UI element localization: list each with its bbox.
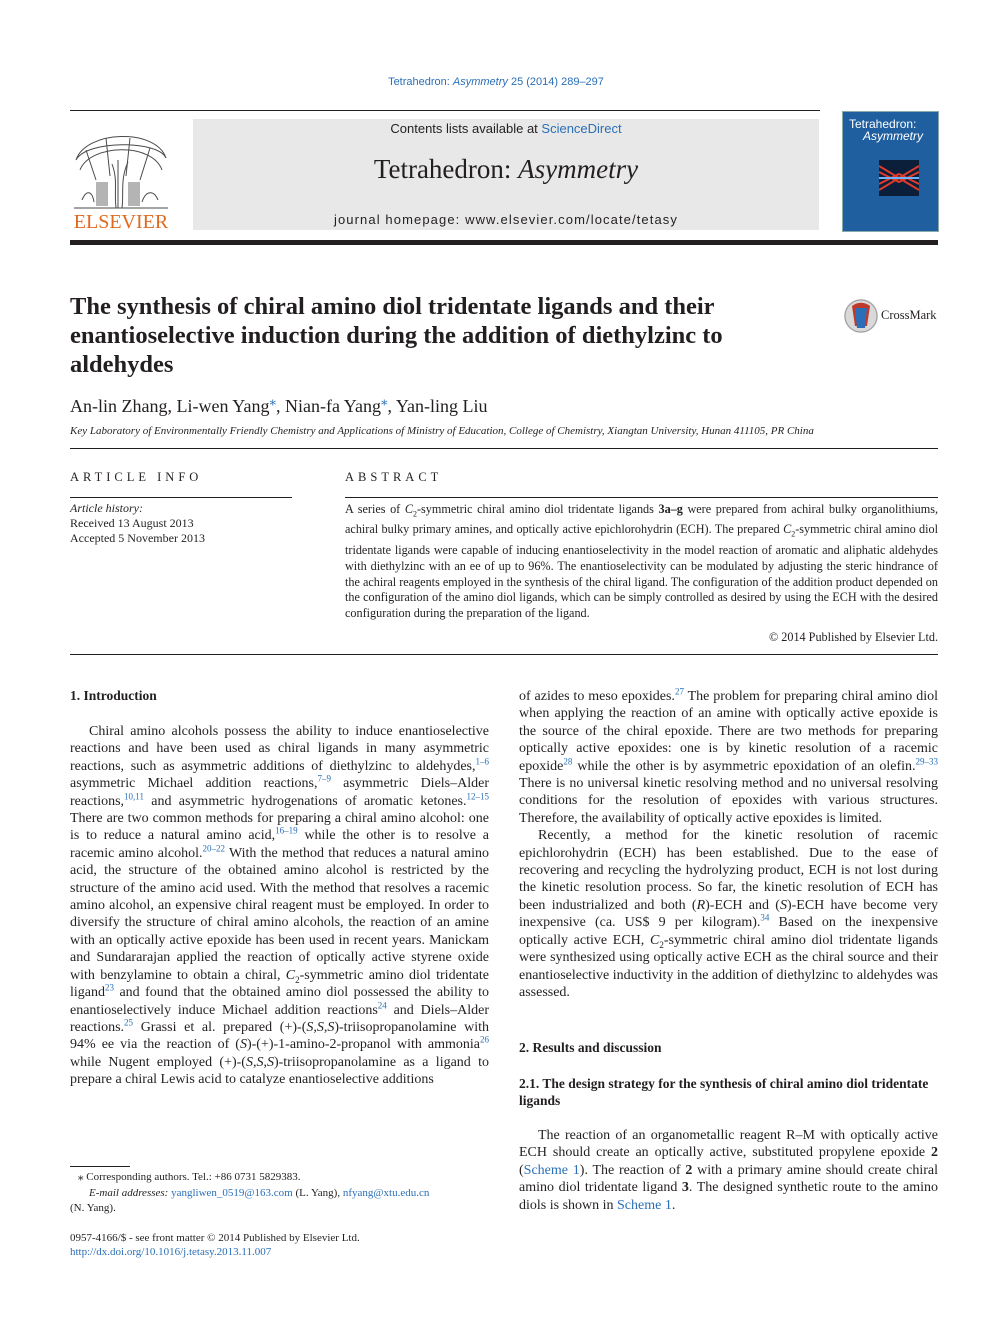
section-heading: 1. Introduction (70, 688, 157, 703)
scheme-link[interactable]: Scheme 1 (523, 1162, 580, 1178)
divider (70, 654, 938, 655)
divider (70, 448, 938, 449)
author-name[interactable]: An-lin Zhang (70, 396, 168, 416)
corresponding-mark[interactable]: ⁎ (269, 393, 276, 408)
divider (70, 497, 292, 498)
author-name[interactable]: Li-wen Yang (176, 396, 270, 416)
footnote: ⁎ Corresponding authors. Tel.: +86 0731 5829383. E-mail addresses: yangliwen_0519@163.com (L. Yang), nfyang@xtu.edu.cn (N. Yang). (70, 1171, 430, 1214)
doi-link[interactable]: http://dx.doi.org/10.1016/j.tetasy.2013.11.007 (70, 1246, 272, 1258)
body-column-right-continued: The reaction of an organometallic reagent R–M with optically active ECH should create an optically active, substituted propylene epoxide 2 (Scheme 1). The reaction of 2 with a primary amine should create chiral amino diol tridentate ligand 3. The designed synthetic route to the amino diols is shown in Scheme 1. (519, 1128, 938, 1213)
journal-citation[interactable] (0, 76, 992, 88)
section-heading: 2. Results and discussion (519, 1040, 662, 1055)
article-history: Article history: Received 13 August 2013 Accepted 5 November 2013 (70, 501, 205, 545)
body-column-left: Chiral amino alcohols possess the ability to induce enantioselective reactions and have been used as chiral ligands in many asymmetric reactions, such as asymmetric additions of diethylzinc to aldehydes,$^{1-6}$ asymmetric Michael addition reactions,$^{7-9}$ asymmetric Diels–Alder reactions,$^{10,11}$ and asymmetric hydrogenations of aromatic ketones.$^{12-15}$ There are two common methods for preparing a chiral amino alcohol: one is to reduce a natural amino acid,$^{16-19}$ while the other is to resolve a racemic amino alcohol.$^{20-22}$ With the method that reduces a natural amino acid, the structure of the obtained amino alcohol is restricted by the structure of the amino acid used. With the method that resolves a racemic amino alcohol, an expensive chiral reagent must be employed. In order to diversify the structure of chiral amino alcohols, the reaction of an amine with an optically active epoxide has been used in recent years. Manickam and Sundararajan applied the reaction of optically active styrene oxide with benzylamine to obtain a chiral, $C_2$-symmetric amino diol tridentate ligand$^{23}$ and found that the obtained amino diol possessed the ability to enantioselectively induce Michael addition reactions$^{24}$ and Diels–Alder reactions.$^{25}$ Grassi et al. prepared (+)-(S,S,S)-triisopropanolamine with 94% ee via the reaction of (S)-(+)-1-amino-2-propanol with ammonia$^{26}$ while Nugent employed (+)-(S,S,S)-triisopropanolamine as a ligand to prepare a chiral Lewis acid to catalyze enantioselective additions (70, 724, 490, 1088)
elsevier-wordmark: ELSEVIER (73, 211, 169, 232)
crossmark-label: CrossMark (881, 308, 937, 322)
journal-title: Tetrahedron: Asymmetry (373, 154, 639, 184)
divider (345, 497, 938, 498)
journal-cover-thumbnail[interactable] (842, 111, 939, 232)
citation-link[interactable]: Tetrahedron: Asymmetry 25 (2014) 289–297 (388, 76, 604, 88)
affiliation: Key Laboratory of Environmentally Friendly Chemistry and Applications of Ministry of Education, College of Chemistry, Xiangtan University, Hunan 411105, PR China (70, 425, 814, 437)
abstract-heading: ABSTRACT (345, 470, 443, 484)
contents-line: Contents lists available at ScienceDirect (390, 121, 622, 136)
issn-doi-block: 0957-4166/$ - see front matter © 2014 Published by Elsevier Ltd. http://dx.doi.org/10.1016/j.tetasy.2013.11.007 (70, 1232, 360, 1258)
header-rule (70, 110, 820, 111)
scheme-link[interactable]: Scheme 1 (617, 1197, 672, 1213)
subsection-heading: 2.1. The design strategy for the synthesis of chiral amino diol tridentate ligands (519, 1076, 929, 1108)
copyright-notice: © 2014 Published by Elsevier Ltd. (768, 630, 938, 644)
cover-title: Tetrahedron: Asymmetry (849, 117, 923, 143)
footnote-rule (70, 1166, 130, 1167)
email-link[interactable]: yangliwen_0519@163.com (171, 1186, 293, 1199)
cover-artwork (879, 160, 919, 196)
author-list: An-lin Zhang, Li-wen Yang⁎, Nian-fa Yang⁎, Yan-ling Liu (70, 393, 488, 416)
crossmark-badge[interactable] (843, 298, 939, 334)
corresponding-mark[interactable]: ⁎ (380, 393, 388, 408)
sciencedirect-link[interactable]: ScienceDirect (541, 121, 622, 136)
email-link[interactable]: nfyang@xtu.edu.cn (342, 1186, 430, 1199)
crossmark-icon (843, 298, 879, 334)
abstract-text: A series of $C_2$-symmetric chiral amino diol tridentate ligands 3a–g were prepared from achiral bulky organolithiums, achiral bulky primary amines, and optically active epichlorohydrin (ECH). The prepared $C_2$-symmetric chiral amino diol tridentate ligands were capable of inducing enantioselectivity in the model reaction of aromatic and aliphatic aldehydes with diethylzinc with an ee of up to 96%. The enantioselectivity can be modulated by adjusting the steric hindrance of the achiral reagents employed in the synthesis of the chiral ligand. The configuration of the addition product depended on the configuration of the amino diol ligands, which can be simply controlled as desired by using the ECH with the desired configuration during the preparation of the ligand. (345, 502, 939, 621)
author-name[interactable]: Yan-ling Liu (395, 396, 488, 416)
body-column-right: of azides to meso epoxides.$^{27}$ The problem for preparing chiral amino diol when applying the reaction of an amine with optically active epoxide is the source of the chiral epoxide. There are two methods for preparing optically active epoxides: one is by kinetic resolution of a racemic epoxide$^{28}$ while the other is by asymmetric epoxidation of an olefin.$^{29-33}$ There is no universal kinetic resolving method and no universal resolving conditions for the resolution of epoxides with various structures. Therefore, the availability of optically active epoxides is limited. Recently, a method for the kinetic resolution of racemic epichlorohydrin (ECH) has been established. Due to the ease of recovering and recycling the hydrolyzing product, ECH is not lost during the kinetic resolution process. So far, the kinetic resolution of ECH has been industrialized and both (R)-ECH and (S)-ECH have become very inexpensive (ca. US$ 9 per kilogram).$^{34}$ Based on the inexpensive optically active ECH, $C_2$-symmetric chiral amino diol tridentate ligands were synthesized using optically active ECH as the chiral source and their enantioselective inductivity in the addition of diethylzinc to aldehydes was assessed. (519, 686, 938, 1000)
author-name[interactable]: Nian-fa Yang (284, 396, 381, 416)
journal-homepage[interactable]: journal homepage: www.elsevier.com/locate/tetasy (333, 212, 678, 227)
article-title: The synthesis of chiral amino diol tridentate ligands and their enantioselective induction during the addition of diethylzinc to aldehydes (70, 293, 723, 378)
header-thick-rule (70, 240, 938, 245)
elsevier-tree-logo (66, 120, 176, 232)
article-info-heading: ARTICLE INFO (70, 470, 203, 484)
